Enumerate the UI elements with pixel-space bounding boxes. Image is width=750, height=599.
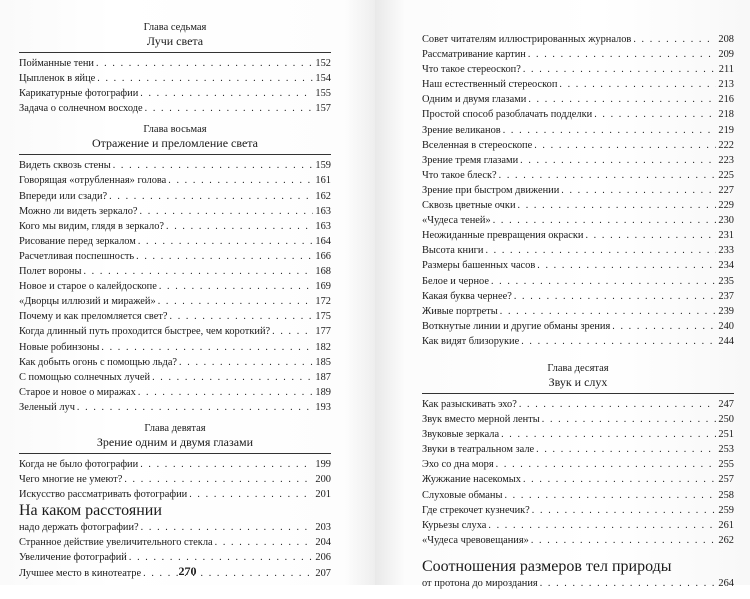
chapter-title: Лучи света <box>146 34 204 48</box>
entry-page-number: 225 <box>718 169 734 181</box>
toc-entry <box>422 319 734 334</box>
dot-leader <box>488 518 716 533</box>
entry-title: Размеры башенных часов <box>422 260 536 272</box>
entry-page-number: 189 <box>315 386 331 398</box>
entry-page-number: 154 <box>315 73 331 85</box>
entry-title: Почему и как преломляется свет? <box>19 311 168 323</box>
right-page <box>375 0 750 589</box>
toc-entry <box>422 274 734 289</box>
toc-entry <box>19 189 331 204</box>
toc-entry <box>422 258 734 273</box>
entry-title: Звук вместо мерной ленты <box>422 414 540 426</box>
toc-entry <box>19 173 331 188</box>
dot-leader <box>179 355 313 370</box>
entry-title: Рисование перед зеркалом <box>19 235 136 247</box>
dot-leader <box>520 153 716 168</box>
entry-page-number: 211 <box>718 64 734 76</box>
toc-entries <box>422 558 734 591</box>
entry-page-number: 200 <box>315 474 331 486</box>
dot-leader <box>138 385 314 400</box>
chapter-number: Глава девятая <box>144 422 206 434</box>
toc-entry <box>422 183 734 198</box>
toc-entry <box>19 249 331 264</box>
entry-title: Как добыть огонь с помощью льда? <box>19 356 178 368</box>
toc-entry <box>19 355 331 370</box>
entry-page-number: 239 <box>718 305 734 317</box>
entry-title: Сквозь цветные очки <box>422 200 516 212</box>
chapter-eight <box>19 124 331 415</box>
entry-title: Говорящая «отрубленная» голова <box>19 175 167 187</box>
dot-leader <box>158 294 314 309</box>
dot-leader <box>491 274 716 289</box>
entry-title: Карикатурные фотографии <box>19 88 139 100</box>
toc-entry <box>19 457 331 472</box>
entry-title: Как разыскивать эхо? <box>422 398 517 410</box>
dot-leader <box>528 47 717 62</box>
dot-leader <box>504 488 716 503</box>
dot-leader <box>101 340 313 355</box>
entry-page-number: 203 <box>315 522 331 534</box>
chapter-title: Звук и слух <box>548 374 608 389</box>
toc-entry <box>422 123 734 138</box>
chapter-rule <box>19 52 331 53</box>
toc-entry <box>422 457 734 472</box>
dot-leader <box>138 234 314 249</box>
toc-entry <box>19 204 331 219</box>
entry-page-number: 162 <box>315 190 331 202</box>
entry-page-number: 172 <box>315 296 331 308</box>
toc-entry <box>19 400 331 415</box>
toc-entry <box>19 340 331 355</box>
toc-entries <box>422 32 734 349</box>
right-toc-column <box>422 32 734 599</box>
toc-entry-line: Соотношения размеров тел природы <box>422 557 672 575</box>
entry-title: Впереди или сзади? <box>19 190 108 202</box>
entry-page-number: 261 <box>718 519 734 531</box>
dot-leader <box>534 138 716 153</box>
dot-leader <box>594 107 716 122</box>
appendix-entry <box>422 558 734 591</box>
entry-page-number: 218 <box>718 109 734 121</box>
entry-page-number: 193 <box>315 401 331 413</box>
toc-entry <box>422 518 734 533</box>
entry-page-number: 166 <box>315 250 331 262</box>
entry-page-number: 157 <box>315 103 331 115</box>
toc-entry <box>422 77 734 92</box>
toc-entry <box>19 472 331 487</box>
entry-page-number: 163 <box>315 220 331 232</box>
entry-page-number: 237 <box>718 290 734 302</box>
dot-leader <box>542 412 717 427</box>
entry-title: Зеленый луч <box>19 401 75 413</box>
entry-title: Звуковые зеркала <box>422 429 500 441</box>
toc-entry <box>19 294 331 309</box>
entry-page-number: 164 <box>315 235 331 247</box>
toc-entry <box>19 264 331 279</box>
entry-page-number: 175 <box>315 311 331 323</box>
entry-title: Странное действие увеличительного стекла <box>19 537 213 549</box>
dot-leader <box>136 249 313 264</box>
entry-title: Увеличение фотографий <box>19 552 127 564</box>
toc-entry <box>19 520 331 535</box>
entry-page-number: 199 <box>315 458 331 470</box>
dot-leader <box>96 56 313 71</box>
chapter-rule <box>19 453 331 454</box>
dot-leader <box>500 304 717 319</box>
chapter-number: Глава десятая <box>547 362 609 374</box>
dot-leader <box>499 168 717 183</box>
chapter-number: Глава восьмая <box>143 124 207 136</box>
toc-entry <box>422 92 734 107</box>
toc-entry-line: На каком расстоянии <box>19 502 162 520</box>
entry-title: Звуки в театральном зале <box>422 444 535 456</box>
toc-entry <box>19 234 331 249</box>
toc-entry <box>422 198 734 213</box>
entry-title: «Чудеса теней» <box>422 215 491 227</box>
entry-page-number: 222 <box>718 139 734 151</box>
toc-entry <box>422 576 734 591</box>
entry-title: Когда не было фотографии <box>19 458 139 470</box>
entry-title: Когда длинный путь проходится быстрее, чем короткий? <box>19 326 271 338</box>
entry-title: Курьезы слуха <box>422 519 487 531</box>
left-toc-column <box>19 22 331 589</box>
toc-entry <box>19 535 331 550</box>
entry-page-number: 155 <box>315 88 331 100</box>
entry-title: Слуховые обманы <box>422 489 503 501</box>
entry-page-number: 257 <box>718 474 734 486</box>
dot-leader <box>532 503 717 518</box>
chapter-nine-continued <box>422 32 734 349</box>
toc-entry <box>422 472 734 487</box>
toc-entry <box>422 334 734 349</box>
dot-leader <box>633 32 716 47</box>
dot-leader <box>521 334 716 349</box>
chapter-number: Глава седьмая <box>143 22 207 33</box>
dot-leader <box>537 258 716 273</box>
entry-title: Жужжание насекомых <box>422 474 521 486</box>
entry-page-number: 240 <box>718 320 734 332</box>
dot-leader <box>145 101 314 116</box>
dot-leader <box>272 324 313 339</box>
toc-entry <box>19 56 331 71</box>
dot-leader <box>215 535 314 550</box>
chapter-seven <box>19 22 331 116</box>
entry-title: Что такое блеск? <box>422 169 497 181</box>
entry-page-number: 235 <box>718 275 734 287</box>
entry-page-number: 187 <box>315 371 331 383</box>
entry-title: Вселенная в стереоскопе <box>422 139 533 151</box>
chapter-rule <box>422 393 734 394</box>
toc-entry <box>422 32 734 47</box>
entry-page-number: 223 <box>718 154 734 166</box>
dot-leader <box>124 472 313 487</box>
entry-title: Неожиданные превращения окраски <box>422 230 584 242</box>
chapter-nine <box>19 423 331 581</box>
dot-leader <box>97 71 313 86</box>
toc-entry <box>19 158 331 173</box>
entry-page-number: 207 <box>315 567 331 579</box>
toc-entry <box>422 107 734 122</box>
dot-leader <box>501 427 716 442</box>
dot-leader <box>536 442 716 457</box>
entry-title: Одним и двумя глазами <box>422 94 527 106</box>
entry-page-number: 219 <box>718 124 734 136</box>
dot-leader <box>523 472 716 487</box>
entry-page-number: 201 <box>315 489 331 501</box>
toc-entry <box>19 309 331 324</box>
entry-title: Кого мы видим, глядя в зеркало? <box>19 220 165 232</box>
entry-page-number: 259 <box>718 504 734 516</box>
toc-entry <box>19 324 331 339</box>
entry-title: Белое и черное <box>422 275 489 287</box>
toc-entry <box>422 153 734 168</box>
entry-page-number: 262 <box>718 534 734 546</box>
entry-title: Можно ли видеть зеркало? <box>19 205 138 217</box>
entry-page-number: 213 <box>718 79 734 91</box>
dot-leader <box>561 183 716 198</box>
entry-page-number: 209 <box>718 49 734 61</box>
entry-title: Задача о солнечном восходе <box>19 103 143 115</box>
entry-title: от протона до мироздания <box>422 577 538 589</box>
dot-leader <box>519 397 717 412</box>
page-number: 270 <box>178 564 197 578</box>
toc-entry <box>422 427 734 442</box>
toc-entry <box>422 289 734 304</box>
chapter-title: Отражение и преломление света <box>92 136 258 151</box>
entry-title: Зрение тремя глазами <box>422 154 519 166</box>
entry-page-number: 234 <box>718 260 734 272</box>
toc-entry <box>422 47 734 62</box>
entry-title: Живые портреты <box>422 305 498 317</box>
dot-leader <box>170 309 314 324</box>
toc-entry <box>422 228 734 243</box>
entry-page-number: 169 <box>315 281 331 293</box>
entry-page-number: 159 <box>315 160 331 172</box>
toc-entry <box>422 397 734 412</box>
entry-title: Какая буква чернее? <box>422 290 512 302</box>
entry-title: Искусство рассматривать фотографии <box>19 489 188 501</box>
entry-title: Простой способ разоблачать подделки <box>422 109 593 121</box>
entry-page-number: 161 <box>315 175 331 187</box>
entry-page-number: 231 <box>718 230 734 242</box>
entry-title: Что такое стереоскоп? <box>422 64 521 76</box>
entry-page-number: 233 <box>718 245 734 257</box>
entry-page-number: 247 <box>718 398 734 410</box>
entry-title: Чего многие не умеют? <box>19 474 123 486</box>
dot-leader <box>528 92 716 107</box>
toc-entry <box>422 213 734 228</box>
toc-entry <box>422 442 734 457</box>
entry-title: Рассматривание картин <box>422 49 526 61</box>
entry-title: Новые робинзоны <box>19 341 100 353</box>
entry-page-number: 182 <box>315 341 331 353</box>
toc-entry <box>422 304 734 319</box>
entry-title: Пойманные тени <box>19 58 94 69</box>
dot-leader <box>141 520 314 535</box>
dot-leader <box>496 457 717 472</box>
toc-entry <box>19 219 331 234</box>
toc-entries <box>19 457 331 581</box>
dot-leader <box>612 319 716 334</box>
entry-page-number: 251 <box>718 429 734 441</box>
dot-leader <box>531 533 717 548</box>
toc-entries <box>422 397 734 548</box>
toc-entry <box>19 101 331 116</box>
entry-page-number: 168 <box>315 266 331 278</box>
toc-entries <box>19 158 331 415</box>
entry-page-number: 227 <box>718 184 734 196</box>
dot-leader <box>77 400 313 415</box>
entry-page-number: 177 <box>315 326 331 338</box>
dot-leader <box>559 77 716 92</box>
dot-leader <box>83 264 313 279</box>
entry-title: надо держать фотографии? <box>19 522 139 534</box>
toc-entry <box>422 533 734 548</box>
entry-title: Совет читателям иллюстрированных журналов <box>422 34 632 45</box>
entry-page-number: 250 <box>718 414 734 426</box>
entry-title: Старое и новое о миражах <box>19 386 136 398</box>
chapter-rule <box>19 154 331 155</box>
dot-leader <box>514 289 717 304</box>
entry-page-number: 208 <box>718 34 734 45</box>
dot-leader <box>540 576 717 591</box>
dot-leader <box>140 204 314 219</box>
entry-page-number: 152 <box>315 58 331 69</box>
toc-entry <box>422 412 734 427</box>
toc-entry <box>19 71 331 86</box>
toc-entry <box>422 503 734 518</box>
toc-entry <box>422 243 734 258</box>
entry-page-number: 255 <box>718 459 734 471</box>
dot-leader <box>493 213 717 228</box>
entry-title: Новое и старое о калейдоскопе <box>19 281 157 293</box>
toc-entry <box>422 488 734 503</box>
entry-title: Расчетливая поспешность <box>19 250 135 262</box>
dot-leader <box>518 198 717 213</box>
dot-leader <box>166 219 313 234</box>
entry-title: Наш естественный стереоскоп <box>422 79 558 91</box>
toc-entry <box>422 138 734 153</box>
entry-title: Воткнутые линии и другие обманы зрения <box>422 320 611 332</box>
toc-entry <box>19 86 331 101</box>
entry-page-number: 230 <box>718 215 734 227</box>
chapter-title: Зрение одним и двумя глазами <box>96 434 254 449</box>
dot-leader <box>168 173 313 188</box>
entry-title: С помощью солнечных лучей <box>19 371 151 383</box>
toc-entry <box>19 487 331 502</box>
entry-title: «Дворцы иллюзий и миражей» <box>19 296 156 308</box>
dot-leader <box>189 487 313 502</box>
dot-leader <box>140 457 313 472</box>
entry-title: Эхо со дна моря <box>422 459 494 471</box>
entry-page-number: 229 <box>718 200 734 212</box>
entry-page-number: 206 <box>315 552 331 564</box>
entry-title: Зрение великанов <box>422 124 501 136</box>
entry-page-number: 204 <box>315 537 331 549</box>
toc-entry <box>19 279 331 294</box>
entry-title: Цыпленок в яйце <box>19 73 96 85</box>
toc-entries <box>19 56 331 116</box>
dot-leader <box>503 123 717 138</box>
entry-page-number: 253 <box>718 444 734 456</box>
entry-title: Высота книги <box>422 245 484 257</box>
left-page <box>0 0 375 585</box>
entry-title: Лучшее место в кинотеатре <box>19 567 142 579</box>
entry-title: Где стрекочет кузнечик? <box>422 504 530 516</box>
dot-leader <box>109 189 313 204</box>
entry-page-number: 163 <box>315 205 331 217</box>
entry-title: Как видят близорукие <box>422 335 520 347</box>
entry-title: «Чудеса чревовещания» <box>422 534 529 546</box>
toc-entry <box>422 168 734 183</box>
chapter-ten <box>422 363 734 548</box>
entry-title: Зрение при быстром движении <box>422 184 560 196</box>
entry-page-number: 258 <box>718 489 734 501</box>
entry-title: Видеть сквозь стены <box>19 160 111 172</box>
dot-leader <box>140 86 313 101</box>
dot-leader <box>523 62 717 77</box>
dot-leader <box>152 370 313 385</box>
toc-entry <box>19 385 331 400</box>
toc-entry <box>19 370 331 385</box>
entry-title: Полет вороны <box>19 266 82 278</box>
entry-page-number: 264 <box>718 577 734 589</box>
entry-page-number: 216 <box>718 94 734 106</box>
entry-page-number: 244 <box>718 335 734 347</box>
entry-page-number: 185 <box>315 356 331 368</box>
toc-entry <box>422 62 734 77</box>
dot-leader <box>485 243 716 258</box>
dot-leader <box>585 228 716 243</box>
dot-leader <box>159 279 314 294</box>
dot-leader <box>113 158 314 173</box>
